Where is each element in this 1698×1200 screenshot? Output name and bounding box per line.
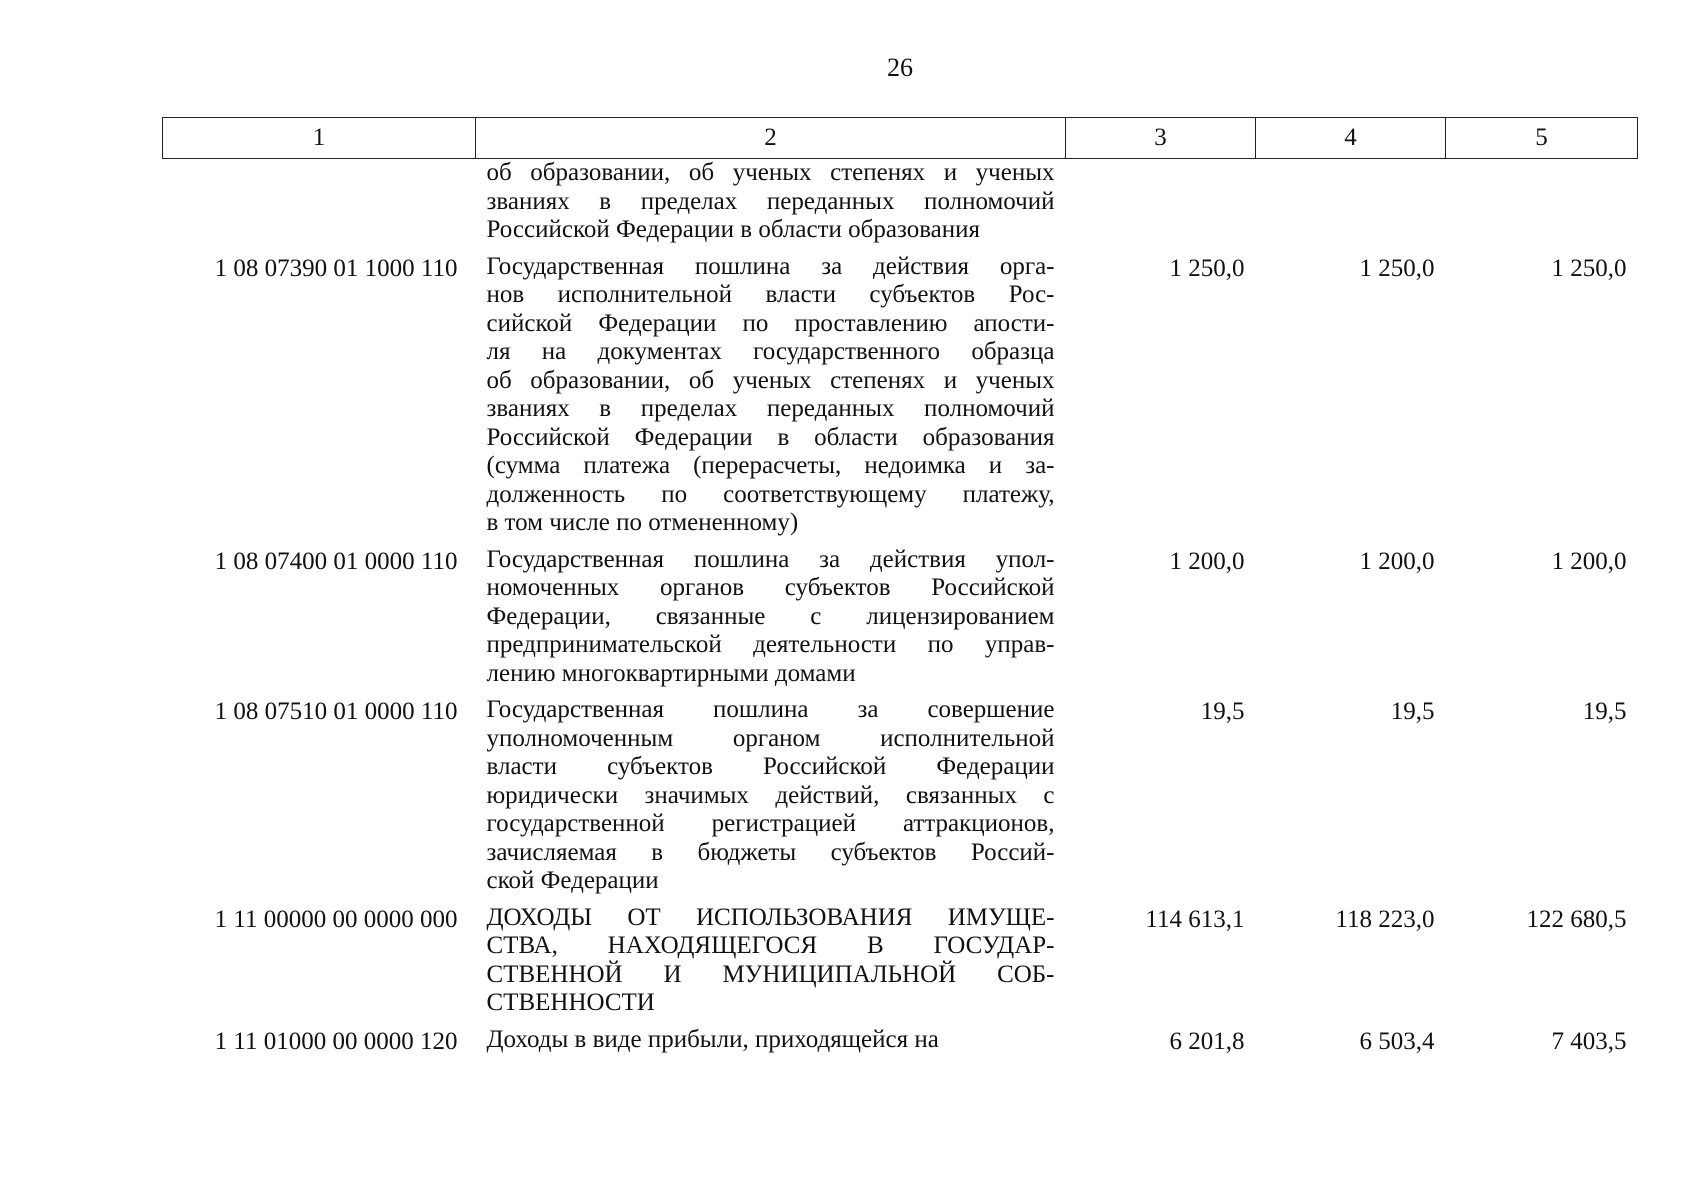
row-value-col-3: 1 200,0 <box>1169 547 1245 575</box>
description-line: Российской Федерации в области образования <box>486 423 1055 451</box>
row-description <box>476 253 1066 546</box>
description-line: СТВЕННОЙ И МУНИЦИПАЛЬНОЙ СОБ- <box>486 960 1055 988</box>
description-line: ской Федерации <box>486 867 659 894</box>
table-row <box>163 1026 1638 1065</box>
description-line: уполномоченным органом исполнительной <box>486 724 1055 752</box>
description-line: Государственная пошлина за совершение <box>486 696 1055 723</box>
description-line: нов исполнительной власти субъектов Рос- <box>486 281 1055 308</box>
description-line: в том числе по отмененному) <box>486 509 799 536</box>
description-line: номоченных органов субъектов Российской <box>486 574 1055 601</box>
row-code: 1 08 07390 01 1000 110 <box>214 254 458 282</box>
row-value-col-5: 1 250,0 <box>1551 254 1627 282</box>
description-line: власти субъектов Российской Федерации <box>486 753 1055 780</box>
column-header-3: 3 <box>1066 118 1256 159</box>
table-header-row <box>163 118 1638 159</box>
row-value-col-3: 114 613,1 <box>1145 905 1245 933</box>
description-line: об образовании, об ученых степенях и ученых <box>486 366 1055 394</box>
row-code: 1 08 07400 01 0000 110 <box>214 547 458 575</box>
table-row <box>163 546 1638 697</box>
row-description <box>476 546 1066 697</box>
row-description <box>476 159 1066 253</box>
row-code: 1 08 07510 01 0000 110 <box>214 698 458 725</box>
description-line: званиях в пределах переданных полномочий <box>486 395 1055 422</box>
row-value-col-5: 7 403,5 <box>1551 1027 1627 1055</box>
row-value-col-5: 122 680,5 <box>1526 905 1627 933</box>
description-line: Федерации, связанные с лицензированием <box>486 602 1055 630</box>
description-line: (сумма платежа (перерасчеты, недоимка и за- <box>486 452 1055 479</box>
row-value-col-3 <box>1066 159 1256 253</box>
row-code: 1 11 00000 00 0000 000 <box>214 905 458 933</box>
table-body <box>163 159 1638 1065</box>
description-line: долженность по соответствующему платежу, <box>486 480 1055 508</box>
description-line: Государственная пошлина за действия упол- <box>486 545 1055 573</box>
row-code: 1 11 01000 00 0000 120 <box>214 1027 458 1055</box>
table-row <box>163 159 1638 253</box>
row-value-col-4: 1 200,0 <box>1359 547 1435 575</box>
column-header-1: 1 <box>163 118 476 159</box>
description-line: государственной регистрацией аттракционов, <box>486 810 1055 837</box>
description-line: сийской Федерации по проставлению апости- <box>486 309 1055 337</box>
description-line: Государственная пошлина за действия орга- <box>486 252 1055 280</box>
table-row <box>163 696 1638 904</box>
row-value-col-4: 19,5 <box>1390 698 1435 725</box>
row-value-col-3: 6 201,8 <box>1169 1027 1245 1055</box>
row-description <box>476 904 1066 1026</box>
column-header-2: 2 <box>476 118 1066 159</box>
page-number: 26 <box>887 53 913 82</box>
description-line: ля на документах государственного образца <box>486 338 1055 365</box>
description-line: Доходы в виде прибыли, приходящейся на <box>486 1025 939 1053</box>
description-line: об образовании, об ученых степенях и ученых <box>486 159 1055 186</box>
description-line: СТВЕННОСТИ <box>486 989 655 1016</box>
row-value-col-5: 19,5 <box>1582 698 1627 725</box>
revenue-table <box>162 117 1638 1064</box>
description-line: званиях в пределах переданных полномочий <box>486 187 1055 215</box>
row-description <box>476 696 1066 904</box>
row-value-col-4: 1 250,0 <box>1359 254 1435 282</box>
row-value-col-4: 118 223,0 <box>1335 905 1435 933</box>
row-value-col-4: 6 503,4 <box>1359 1027 1435 1055</box>
row-value-col-4 <box>1256 159 1446 253</box>
description-line: предпринимательской деятельности по управ- <box>486 631 1055 658</box>
column-header-4: 4 <box>1256 118 1446 159</box>
row-value-col-5 <box>1446 159 1638 253</box>
table-row <box>163 253 1638 546</box>
description-line: ДОХОДЫ ОТ ИСПОЛЬЗОВАНИЯ ИМУЩЕ- <box>486 903 1055 931</box>
description-line: Российской Федерации в области образования <box>486 216 981 243</box>
row-code <box>163 159 476 253</box>
description-line: юридически значимых действий, связанных с <box>486 781 1055 809</box>
row-description <box>476 1026 1066 1065</box>
row-value-col-3: 1 250,0 <box>1169 254 1245 282</box>
row-value-col-5: 1 200,0 <box>1551 547 1627 575</box>
table-row <box>163 904 1638 1026</box>
column-header-5: 5 <box>1446 118 1638 159</box>
description-line: лению многоквартирными домами <box>486 659 856 687</box>
row-value-col-3: 19,5 <box>1200 698 1245 725</box>
description-line: зачисляемая в бюджеты субъектов Россий- <box>486 838 1055 866</box>
description-line: СТВА, НАХОДЯЩЕГОСЯ В ГОСУДАР- <box>486 932 1055 959</box>
